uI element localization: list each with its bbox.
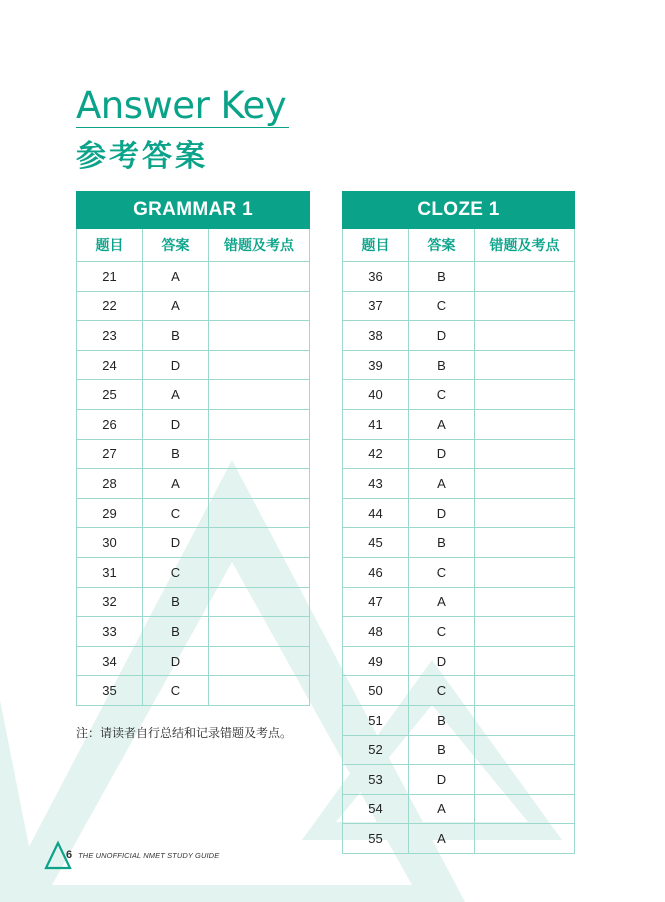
question-number: 23 bbox=[77, 321, 143, 351]
review-notes-cell bbox=[475, 794, 575, 824]
table-row bbox=[343, 498, 575, 528]
table-row bbox=[343, 587, 575, 617]
question-number: 25 bbox=[77, 380, 143, 410]
review-notes-cell bbox=[209, 380, 310, 410]
answer-cell: C bbox=[143, 676, 209, 706]
table-row bbox=[343, 557, 575, 587]
review-notes-cell bbox=[209, 291, 310, 321]
review-notes-cell bbox=[209, 646, 310, 676]
question-number: 48 bbox=[343, 617, 409, 647]
instruction-note: 注：请读者自行总结和记录错题及考点。 bbox=[76, 726, 293, 740]
table-row bbox=[343, 824, 575, 854]
question-number: 30 bbox=[77, 528, 143, 558]
table-row bbox=[77, 291, 310, 321]
review-notes-cell bbox=[475, 350, 575, 380]
question-number: 31 bbox=[77, 557, 143, 587]
table-row bbox=[343, 409, 575, 439]
question-number: 50 bbox=[343, 676, 409, 706]
question-number: 40 bbox=[343, 380, 409, 410]
answer-cell: A bbox=[409, 824, 475, 854]
review-notes-cell bbox=[475, 587, 575, 617]
cloze-heading: CLOZE 1 bbox=[343, 192, 575, 229]
table-row bbox=[343, 617, 575, 647]
answer-cell: A bbox=[143, 469, 209, 499]
page-subtitle: 参考答案 bbox=[76, 139, 208, 174]
table-row bbox=[77, 350, 310, 380]
table-row bbox=[343, 794, 575, 824]
table-row bbox=[77, 557, 310, 587]
review-notes-cell bbox=[475, 291, 575, 321]
page-title: Answer Key bbox=[76, 84, 287, 127]
answer-column-header: 答案 bbox=[143, 229, 209, 262]
table-row bbox=[343, 705, 575, 735]
table-row bbox=[77, 676, 310, 706]
review-notes-cell bbox=[475, 557, 575, 587]
page-footer bbox=[44, 840, 219, 870]
question-number: 28 bbox=[77, 469, 143, 499]
question-number: 51 bbox=[343, 705, 409, 735]
table-row bbox=[77, 498, 310, 528]
question-number: 52 bbox=[343, 735, 409, 765]
question-number: 29 bbox=[77, 498, 143, 528]
question-number: 41 bbox=[343, 409, 409, 439]
table-row bbox=[77, 617, 310, 647]
table-row bbox=[77, 528, 310, 558]
answer-cell: B bbox=[143, 321, 209, 351]
table-row bbox=[77, 262, 310, 292]
grammar-rows bbox=[77, 262, 310, 706]
review-notes-cell bbox=[475, 528, 575, 558]
page-number: 6 bbox=[66, 849, 73, 861]
review-notes-cell bbox=[209, 498, 310, 528]
answer-cell: A bbox=[143, 262, 209, 292]
review-notes-cell bbox=[209, 469, 310, 499]
review-notes-cell bbox=[475, 735, 575, 765]
question-number: 54 bbox=[343, 794, 409, 824]
answer-cell: C bbox=[409, 380, 475, 410]
answer-cell: B bbox=[143, 439, 209, 469]
table-row bbox=[77, 587, 310, 617]
answer-cell: C bbox=[143, 557, 209, 587]
review-notes-cell bbox=[475, 439, 575, 469]
answer-cell: D bbox=[409, 646, 475, 676]
table-row bbox=[343, 676, 575, 706]
answer-cell: D bbox=[143, 528, 209, 558]
answer-cell: B bbox=[409, 350, 475, 380]
review-notes-cell bbox=[475, 262, 575, 292]
answer-cell: C bbox=[409, 557, 475, 587]
answer-cell: C bbox=[143, 498, 209, 528]
review-notes-cell bbox=[475, 617, 575, 647]
table-row bbox=[343, 735, 575, 765]
table-row bbox=[343, 528, 575, 558]
question-number: 39 bbox=[343, 350, 409, 380]
question-column-header: 题目 bbox=[343, 229, 409, 262]
answer-cell: B bbox=[409, 705, 475, 735]
table-row bbox=[343, 646, 575, 676]
grammar-heading: GRAMMAR 1 bbox=[77, 192, 310, 229]
review-notes-cell bbox=[209, 321, 310, 351]
answer-cell: D bbox=[143, 350, 209, 380]
question-number: 45 bbox=[343, 528, 409, 558]
cloze-rows bbox=[343, 262, 575, 854]
title-underline bbox=[76, 127, 289, 128]
question-number: 22 bbox=[77, 291, 143, 321]
grammar-answer-table bbox=[76, 191, 310, 706]
table-row bbox=[77, 409, 310, 439]
answer-cell: A bbox=[143, 291, 209, 321]
review-notes-cell bbox=[475, 380, 575, 410]
review-notes-cell bbox=[209, 676, 310, 706]
answer-cell: B bbox=[143, 617, 209, 647]
question-number: 26 bbox=[77, 409, 143, 439]
question-number: 53 bbox=[343, 765, 409, 795]
table-row bbox=[343, 350, 575, 380]
table-row bbox=[343, 765, 575, 795]
table-row bbox=[77, 380, 310, 410]
table-row bbox=[77, 321, 310, 351]
answer-column-header: 答案 bbox=[409, 229, 475, 262]
table-row bbox=[343, 380, 575, 410]
question-number: 36 bbox=[343, 262, 409, 292]
question-number: 35 bbox=[77, 676, 143, 706]
answer-cell: D bbox=[409, 321, 475, 351]
question-number: 55 bbox=[343, 824, 409, 854]
review-column-header: 错题及考点 bbox=[209, 229, 310, 262]
question-number: 46 bbox=[343, 557, 409, 587]
review-notes-cell bbox=[475, 646, 575, 676]
review-notes-cell bbox=[475, 498, 575, 528]
review-notes-cell bbox=[209, 409, 310, 439]
table-row bbox=[343, 291, 575, 321]
question-number: 44 bbox=[343, 498, 409, 528]
answer-cell: A bbox=[409, 587, 475, 617]
table-row bbox=[343, 469, 575, 499]
table-row bbox=[77, 469, 310, 499]
question-number: 49 bbox=[343, 646, 409, 676]
answer-cell: B bbox=[409, 528, 475, 558]
answer-cell: D bbox=[409, 498, 475, 528]
answer-cell: C bbox=[409, 617, 475, 647]
review-notes-cell bbox=[209, 557, 310, 587]
review-notes-cell bbox=[209, 439, 310, 469]
question-number: 21 bbox=[77, 262, 143, 292]
question-number: 34 bbox=[77, 646, 143, 676]
question-column-header: 题目 bbox=[77, 229, 143, 262]
question-number: 42 bbox=[343, 439, 409, 469]
answer-cell: D bbox=[409, 439, 475, 469]
review-notes-cell bbox=[475, 824, 575, 854]
table-row bbox=[343, 321, 575, 351]
review-notes-cell bbox=[209, 350, 310, 380]
answer-cell: C bbox=[409, 291, 475, 321]
answer-cell: A bbox=[409, 794, 475, 824]
review-notes-cell bbox=[209, 617, 310, 647]
question-number: 32 bbox=[77, 587, 143, 617]
review-notes-cell bbox=[475, 765, 575, 795]
table-row bbox=[77, 439, 310, 469]
answer-cell: B bbox=[409, 735, 475, 765]
question-number: 47 bbox=[343, 587, 409, 617]
answer-cell: B bbox=[409, 262, 475, 292]
answer-cell: C bbox=[409, 676, 475, 706]
question-number: 33 bbox=[77, 617, 143, 647]
table-row bbox=[77, 646, 310, 676]
question-number: 24 bbox=[77, 350, 143, 380]
review-notes-cell bbox=[475, 705, 575, 735]
guide-title: THE UNOFFICIAL NMET STUDY GUIDE bbox=[78, 850, 220, 860]
review-notes-cell bbox=[209, 262, 310, 292]
answer-cell: A bbox=[143, 380, 209, 410]
answer-cell: D bbox=[409, 765, 475, 795]
cloze-answer-table bbox=[342, 191, 575, 854]
table-row bbox=[343, 262, 575, 292]
question-number: 37 bbox=[343, 291, 409, 321]
review-notes-cell bbox=[209, 528, 310, 558]
answer-cell: D bbox=[143, 646, 209, 676]
answer-cell: B bbox=[143, 587, 209, 617]
answer-cell: A bbox=[409, 409, 475, 439]
review-notes-cell bbox=[475, 676, 575, 706]
review-notes-cell bbox=[475, 321, 575, 351]
question-number: 43 bbox=[343, 469, 409, 499]
answer-cell: D bbox=[143, 409, 209, 439]
table-row bbox=[343, 439, 575, 469]
review-notes-cell bbox=[475, 409, 575, 439]
question-number: 38 bbox=[343, 321, 409, 351]
answer-cell: A bbox=[409, 469, 475, 499]
review-notes-cell bbox=[209, 587, 310, 617]
question-number: 27 bbox=[77, 439, 143, 469]
review-notes-cell bbox=[475, 469, 575, 499]
review-column-header: 错题及考点 bbox=[475, 229, 575, 262]
